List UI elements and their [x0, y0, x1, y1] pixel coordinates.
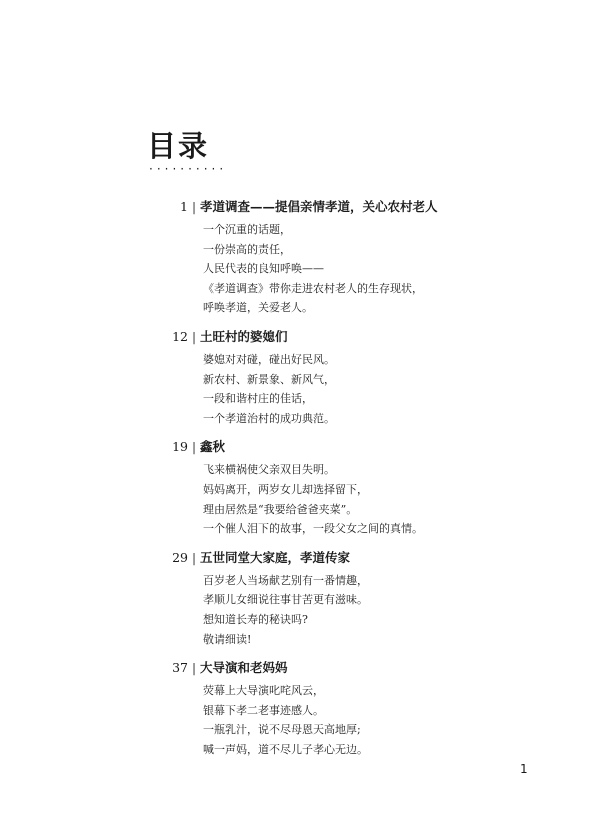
description-line: 《孝道调查》带你走进农村老人的生存现状，: [203, 281, 423, 295]
toc-entry[interactable]: [150, 196, 470, 318]
table-of-contents: [150, 196, 470, 767]
toc-entry-description: [203, 460, 470, 538]
toc-page-number: 1: [180, 199, 188, 214]
toc-entry-title[interactable]: 五世同堂大家庭，孝道传家: [200, 549, 351, 565]
page-number-footer: 1: [520, 762, 528, 776]
description-line: 理由居然是“我要给爸爸夹菜”。: [203, 502, 358, 516]
description-line: 百岁老人当场献艺别有一番情趣，: [203, 573, 368, 587]
description-line: 孝顺儿女细说往事甘苦更有滋味。: [203, 593, 368, 607]
toc-entry-header: [150, 657, 470, 679]
toc-entry-title[interactable]: 土旺村的婆媳们: [200, 328, 288, 344]
description-line: 一份崇高的责任，: [203, 242, 291, 256]
toc-entry-description: [203, 350, 470, 428]
toc-page-number: 37: [172, 660, 188, 676]
toc-entry-header: [150, 196, 470, 218]
description-line: 婆媳对对碰，碰出好民风。: [203, 352, 335, 366]
toc-separator: |: [192, 329, 197, 344]
description-line: 新农村、新景象、新风气，: [203, 372, 335, 386]
toc-entry-description: [203, 571, 470, 649]
description-line: 荧幕上大导演叱咤风云，: [203, 684, 324, 698]
description-line: 想知道长寿的秘诀吗?: [203, 612, 308, 626]
toc-separator: |: [192, 200, 197, 214]
toc-separator: |: [192, 440, 197, 455]
description-line: 飞来横祸使父亲双目失明。: [203, 463, 335, 477]
toc-entry-description: [203, 220, 470, 318]
toc-entry[interactable]: [150, 547, 470, 649]
toc-entry[interactable]: [150, 436, 470, 538]
toc-page-number: 29: [172, 549, 188, 565]
toc-entry-title[interactable]: 鑫秋: [200, 439, 226, 455]
toc-entry-title[interactable]: 大导演和老妈妈: [200, 660, 288, 676]
description-line: 妈妈离开，两岁女儿却选择留下，: [203, 482, 368, 496]
description-line: 银幕下孝二老事迹感人。: [203, 703, 324, 717]
description-line: 一个孝道治村的成功典范。: [203, 411, 335, 425]
toc-page-number: 19: [172, 439, 188, 455]
description-line: 喊一声妈，道不尽儿子孝心无边。: [203, 742, 368, 756]
toc-separator: |: [192, 661, 197, 676]
description-line: 人民代表的良知呼唤——: [203, 262, 324, 276]
description-line: 一段和谐村庄的佳话，: [203, 392, 313, 406]
toc-separator: |: [192, 550, 197, 565]
description-line: 敬请细读!: [203, 632, 252, 646]
toc-entry-header: [150, 436, 470, 458]
toc-entry-header: [150, 547, 470, 569]
description-line: 呼唤孝道，关爱老人。: [203, 301, 313, 315]
toc-entry-title[interactable]: 孝道调查——提倡亲情孝道，关心农村老人: [200, 199, 438, 214]
description-line: 一个催人泪下的故事，一段父女之间的真情。: [203, 522, 423, 536]
page-title: 目录: [147, 129, 210, 163]
toc-entry-header: [150, 326, 470, 348]
description-line: 一个沉重的话题，: [203, 223, 291, 236]
toc-entry[interactable]: [150, 326, 470, 428]
description-line: 一瓶乳汁，说不尽母恩天高地厚;: [203, 723, 361, 737]
toc-entry-description: [203, 681, 470, 759]
toc-page-number: 12: [172, 328, 188, 344]
toc-entry[interactable]: [150, 657, 470, 759]
title-dotted-rule: ··········: [149, 162, 228, 176]
